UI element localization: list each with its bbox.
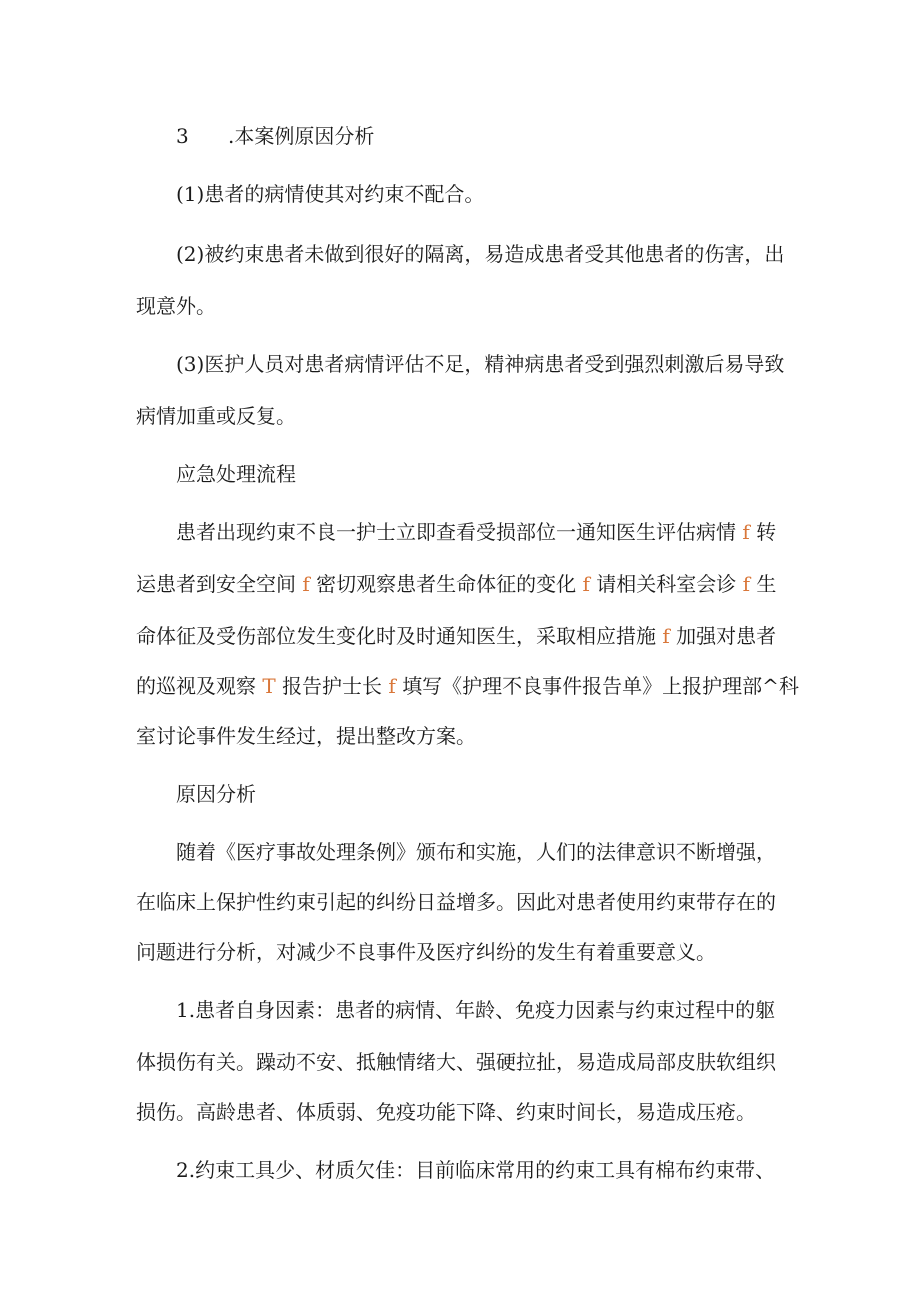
analysis-intro-line-2: 在临床上保护性约束引起的纠纷日益增多。因此对患者使用约束带存在的: [136, 890, 776, 914]
flow-arrow-mark: f: [742, 572, 751, 596]
analysis-intro-line-1: 随着《医疗事故处理条例》颁布和实施，人们的法律意识不断增强，: [176, 840, 776, 864]
cause-2: (2)被约束患者未做到很好的隔离，易造成患者受其他患者的伤害，出: [176, 242, 785, 266]
emergency-line-5: 室讨论事件发生经过，提出整改方案。: [136, 724, 476, 748]
analysis-intro-line-3: 问题进行分析，对减少不良事件及医疗纠纷的发生有着重要意义。: [136, 940, 716, 964]
cause-1: (1)患者的病情使其对约束不配合。: [176, 182, 485, 206]
flow-arrow-mark: f: [388, 674, 396, 698]
analysis-heading: 原因分析: [176, 782, 256, 806]
point-2-line-1: 2.约束工具少、材质欠佳：目前临床常用的约束工具有棉布约束带、: [176, 1158, 776, 1182]
point-1-line-2: 体损伤有关。躁动不安、抵触情绪大、强硬拉扯，易造成局部皮肤软组织: [136, 1050, 776, 1074]
flow-arrow-mark: f: [302, 572, 310, 596]
flow-arrow-mark: f: [582, 572, 590, 596]
cause-3: (3)医护人员对患者病情评估不足，精神病患者受到强烈刺激后易导致: [176, 352, 785, 376]
emergency-line-1: 患者出现约束不良一护士立即查看受损部位一通知医生评估病情 f 转: [176, 520, 777, 544]
point-1-line-1: 1.患者自身因素：患者的病情、年龄、免疫力因素与约束过程中的躯: [176, 998, 776, 1022]
cause-2-cont: 现意外。: [136, 294, 216, 318]
flow-arrow-mark: f: [742, 520, 750, 544]
point-1-line-3: 损伤。高龄患者、体质弱、免疫功能下降、约束时间长，易造成压疮。: [136, 1100, 756, 1124]
flow-arrow-mark: f: [662, 624, 670, 648]
section-title: .本案例原因分析: [228, 124, 375, 148]
emergency-line-3: 命体征及受伤部位发生变化时及时通知医生，采取相应措施 f 加强对患者: [136, 624, 777, 648]
section-heading: [176, 122, 374, 150]
flow-arrow-mark: T: [262, 674, 276, 698]
emergency-heading: 应急处理流程: [176, 462, 296, 486]
cause-3-cont: 病情加重或反复。: [136, 404, 296, 428]
section-number: 3: [176, 124, 189, 148]
emergency-line-2: 运患者到安全空间 f 密切观察患者生命体征的变化 f 请相关科室会诊 f 生: [136, 572, 777, 596]
emergency-line-4: 的巡视及观察 T 报告护士长 f 填写《护理不良事件报告单》上报护理部^科: [136, 674, 799, 698]
